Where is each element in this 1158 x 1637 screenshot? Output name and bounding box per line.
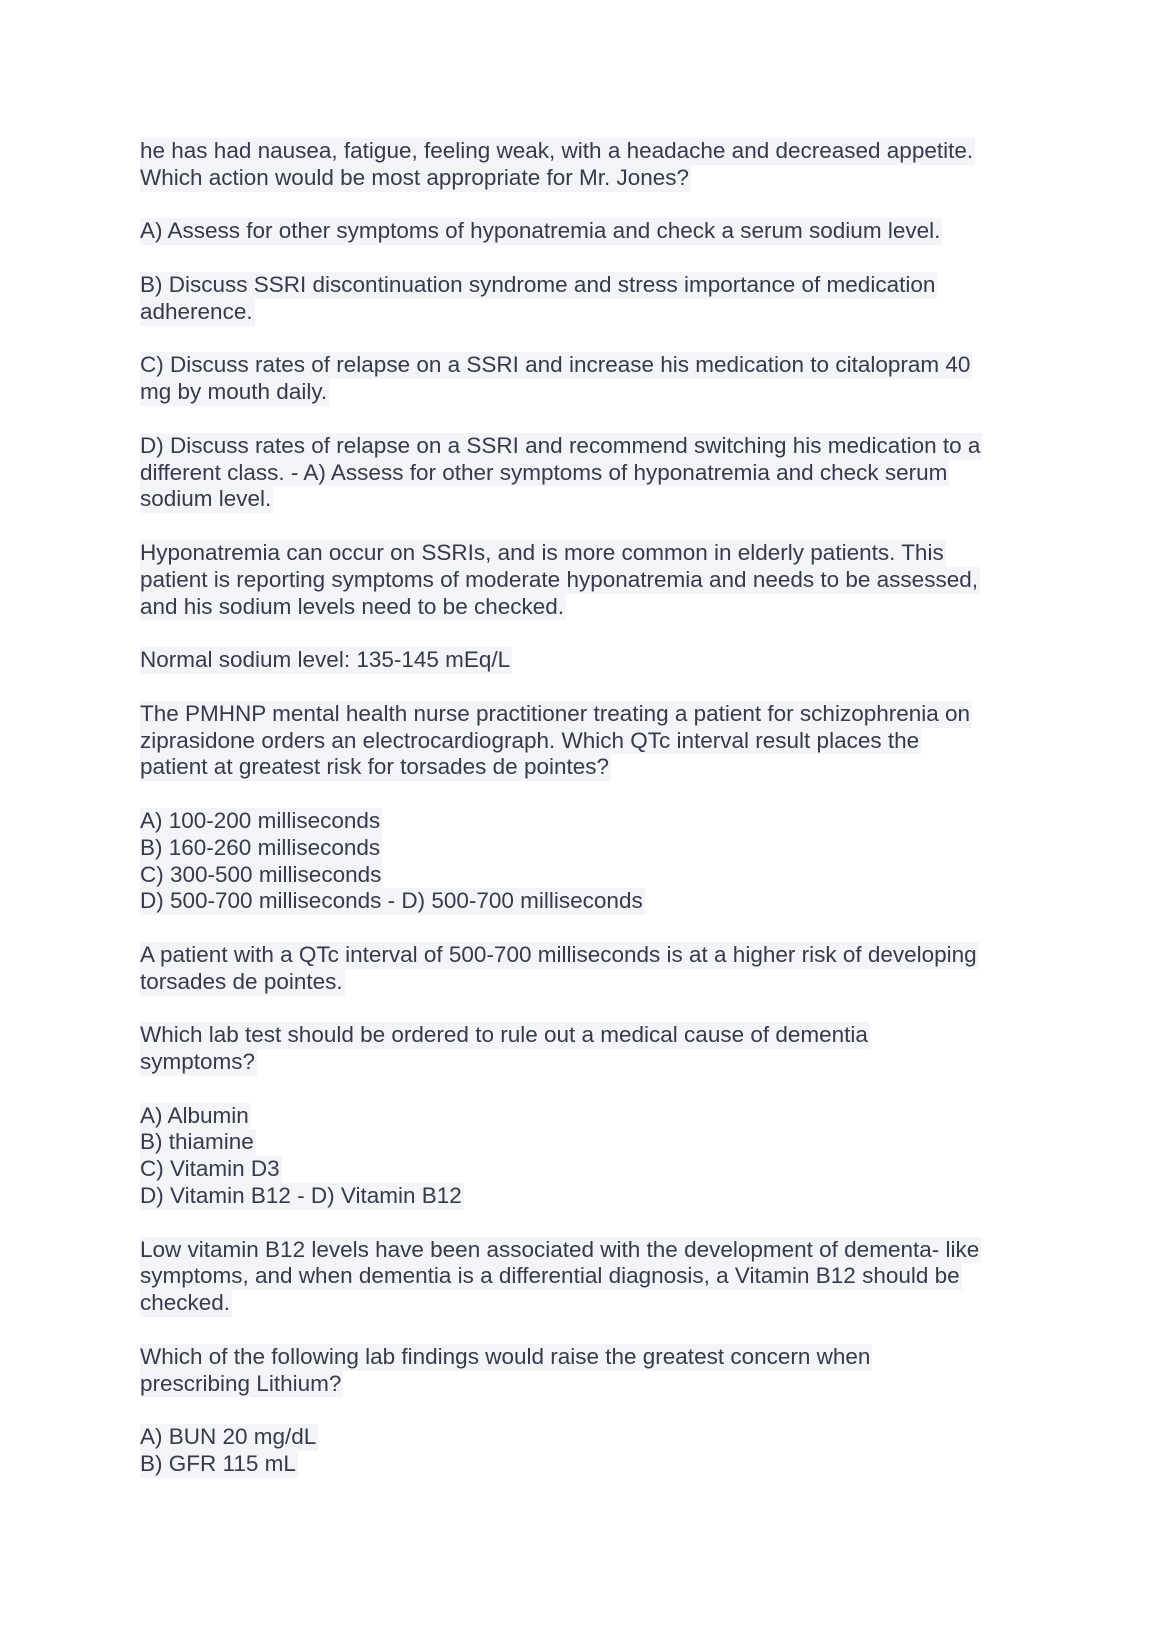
text-line: A) BUN 20 mg/dL: [140, 1424, 317, 1450]
text-line: sodium level.: [140, 486, 272, 512]
text-line: and his sodium levels need to be checked.: [140, 593, 565, 619]
text-line: B) GFR 115 mL: [140, 1451, 296, 1477]
text-line: patient at greatest risk for torsades de pointes?: [140, 754, 610, 780]
answer-options-list: [140, 808, 1040, 915]
text-line: symptoms, and when dementia is a differential diagnosis, a Vitamin B12 should be: [140, 1263, 960, 1289]
text-line: Normal sodium level: 135-145 mEq/L: [140, 647, 511, 673]
text-line: C) 300-500 milliseconds: [140, 861, 382, 887]
text-line: D) Discuss rates of relapse on a SSRI and recommend switching his medication to a: [140, 432, 981, 458]
text-line: The PMHNP mental health nurse practitioner treating a patient for schizophrenia on: [140, 700, 971, 726]
rationale-paragraph: [140, 942, 1040, 996]
text-line: checked.: [140, 1290, 231, 1316]
text-line: prescribing Lithium?: [140, 1370, 342, 1396]
text-line: torsades de pointes.: [140, 968, 343, 994]
answer-option-d-with-answer: [140, 433, 1040, 513]
text-line: A patient with a QTc interval of 500-700 milliseconds is at a higher risk of developing: [140, 941, 977, 967]
text-line: A) 100-200 milliseconds: [140, 807, 381, 833]
text-line: C) Vitamin D3: [140, 1156, 280, 1182]
document-body: [140, 138, 1040, 1505]
question-stem: [140, 1022, 1040, 1076]
text-line: symptoms?: [140, 1049, 256, 1075]
text-line: Which lab test should be ordered to rule out a medical cause of dementia: [140, 1022, 868, 1048]
answer-options-list: [140, 1424, 1040, 1478]
text-line: A) Assess for other symptoms of hyponatremia and check a serum sodium level.: [140, 218, 941, 244]
reference-value: [140, 647, 1040, 674]
question-stem-continuation: [140, 138, 1040, 192]
text-line: D) Vitamin B12 - D) Vitamin B12: [140, 1183, 462, 1209]
text-line: Which of the following lab findings would raise the greatest concern when: [140, 1343, 871, 1369]
text-line: D) 500-700 milliseconds - D) 500-700 milliseconds: [140, 888, 643, 914]
answer-options-list: [140, 1103, 1040, 1210]
text-line: ziprasidone orders an electrocardiograph. Which QTc interval result places the: [140, 727, 920, 753]
text-line: mg by mouth daily.: [140, 379, 328, 405]
text-line: he has had nausea, fatigue, feeling weak, with a headache and decreased appetite.: [140, 138, 974, 163]
text-line: B) Discuss SSRI discontinuation syndrome and stress importance of medication: [140, 271, 936, 297]
text-line: patient is reporting symptoms of moderate hyponatremia and needs to be assessed,: [140, 566, 978, 592]
text-line: Which action would be most appropriate for Mr. Jones?: [140, 164, 690, 190]
question-stem: [140, 1344, 1040, 1398]
question-stem: [140, 701, 1040, 781]
answer-option-b: [140, 272, 1040, 326]
text-line: Hyponatremia can occur on SSRIs, and is more common in elderly patients. This: [140, 539, 944, 565]
rationale-paragraph: [140, 540, 1040, 620]
text-line: Low vitamin B12 levels have been associated with the development of dementa- like: [140, 1236, 980, 1262]
text-line: different class. - A) Assess for other symptoms of hyponatremia and check serum: [140, 459, 948, 485]
text-line: B) thiamine: [140, 1129, 254, 1155]
answer-option-c: [140, 352, 1040, 406]
answer-option-a: [140, 218, 1040, 245]
text-line: C) Discuss rates of relapse on a SSRI and increase his medication to citalopram 40: [140, 352, 971, 378]
text-line: A) Albumin: [140, 1102, 249, 1128]
rationale-paragraph: [140, 1237, 1040, 1317]
text-line: B) 160-260 milliseconds: [140, 834, 381, 860]
text-line: adherence.: [140, 298, 253, 324]
